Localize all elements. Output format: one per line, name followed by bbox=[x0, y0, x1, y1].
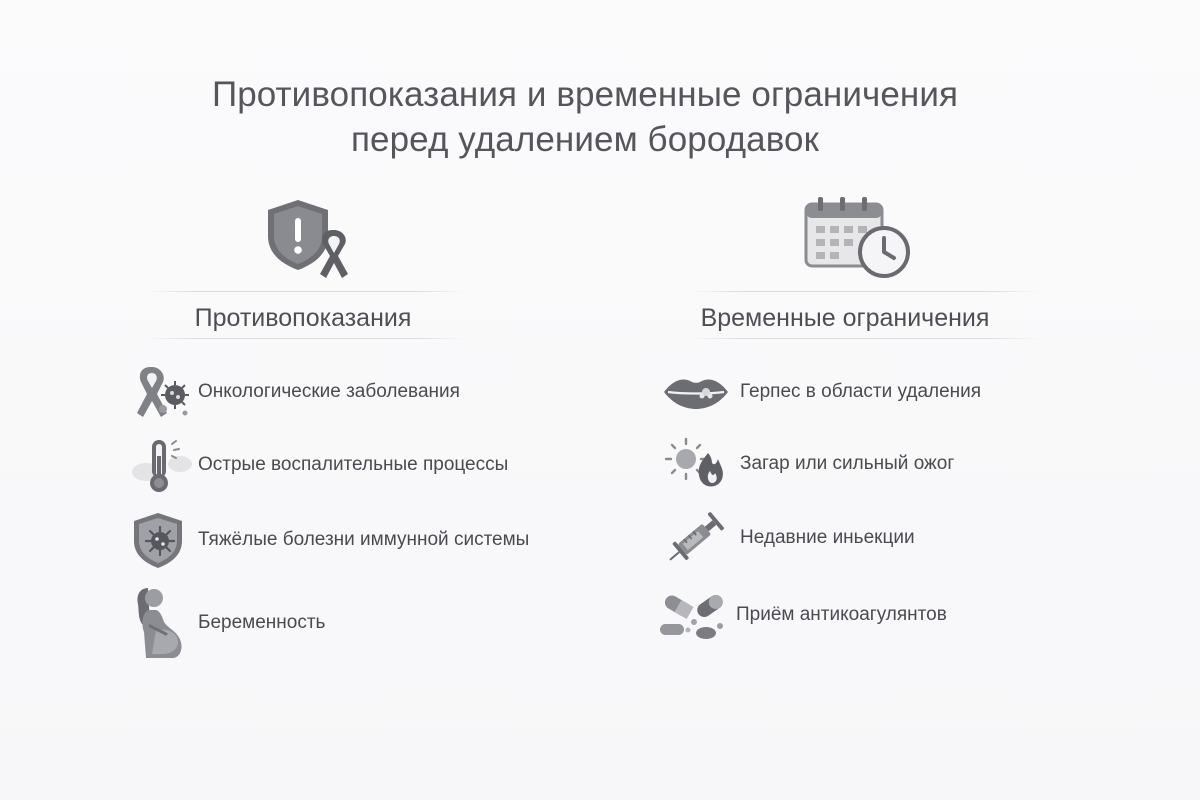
item-label: Загар или сильный ожог bbox=[740, 453, 955, 474]
contraindications-heading: Противопоказания bbox=[194, 304, 412, 332]
thermometer-icon bbox=[130, 434, 192, 496]
page-title-line-1: Противопоказания и временные ограничения bbox=[211, 75, 959, 114]
calendar-clock-icon bbox=[802, 194, 912, 280]
section-rule-bottom-right bbox=[690, 338, 1040, 339]
list-item bbox=[130, 509, 529, 571]
sun-burn-icon bbox=[662, 433, 730, 495]
list-item bbox=[662, 361, 981, 423]
item-label: Герпес в области удаления bbox=[740, 381, 982, 402]
list-item bbox=[130, 434, 508, 496]
list-item bbox=[130, 361, 460, 423]
section-rule-top-right bbox=[690, 291, 1040, 292]
item-label: Онкологические заболевания bbox=[198, 381, 460, 402]
item-label: Тяжёлые болезни иммунной системы bbox=[198, 529, 530, 550]
item-label: Острые воспалительные процессы bbox=[198, 454, 509, 475]
page-title-line-2: перед удалением бородавок bbox=[350, 120, 819, 159]
item-label: Беременность bbox=[198, 612, 326, 633]
list-item bbox=[662, 433, 954, 495]
list-item bbox=[658, 584, 947, 646]
shield-virus-icon bbox=[130, 509, 192, 571]
syringe-icon bbox=[662, 507, 730, 569]
page-title bbox=[0, 72, 1170, 162]
ribbon-cells-icon bbox=[130, 361, 192, 423]
pregnant-woman-icon bbox=[130, 584, 192, 662]
section-rule-top-left bbox=[145, 291, 465, 292]
shield-ribbon-icon bbox=[262, 196, 354, 280]
list-item bbox=[130, 584, 325, 662]
item-label: Недавние иньекции bbox=[740, 527, 915, 548]
item-label: Приём антикоагулянтов bbox=[736, 604, 947, 625]
list-item bbox=[662, 507, 915, 569]
section-rule-bottom-left bbox=[145, 338, 465, 339]
temporary-heading: Временные ограничения bbox=[700, 304, 990, 332]
lips-herpes-icon bbox=[662, 361, 730, 423]
pills-icon bbox=[658, 584, 730, 646]
